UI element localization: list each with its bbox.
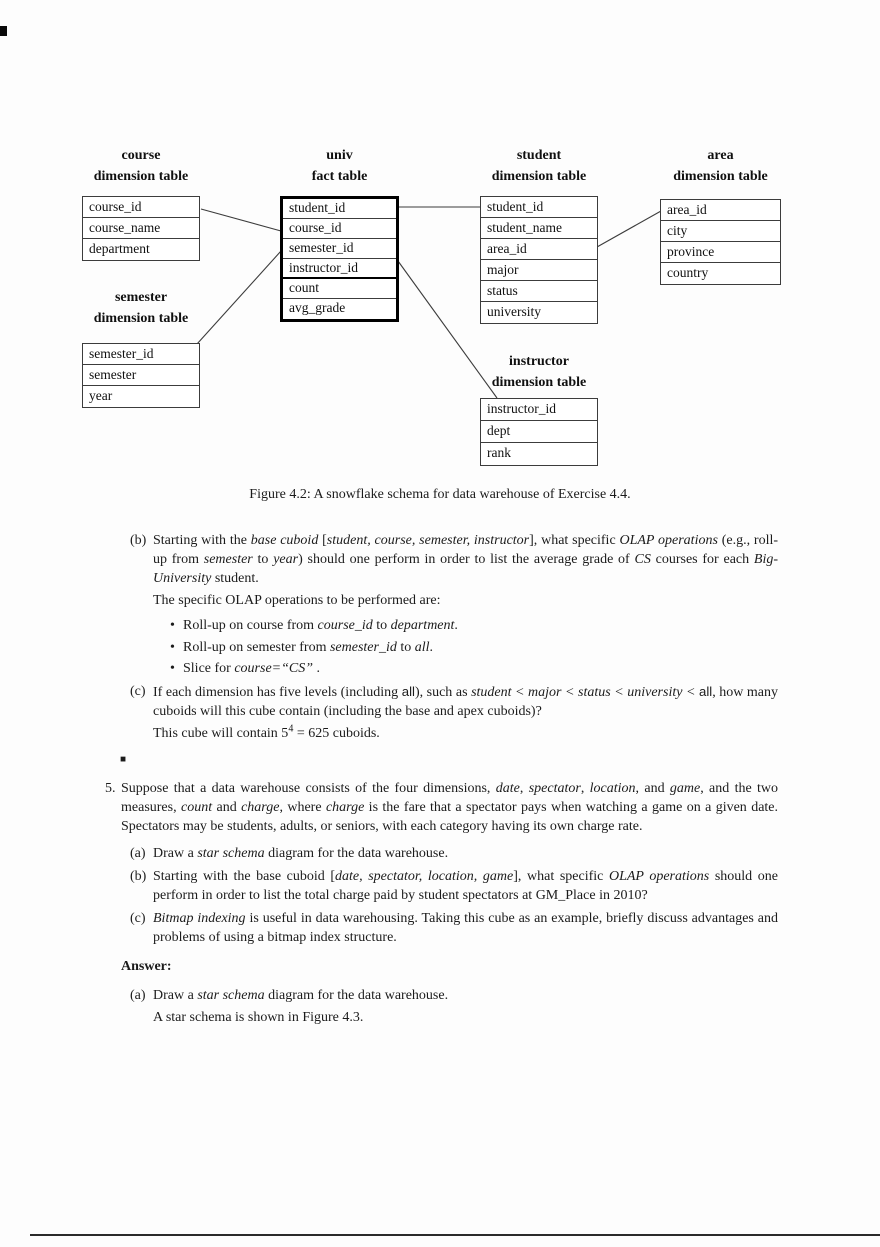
list-item-text: Roll-up on semester from semester_id to all. xyxy=(183,639,434,655)
table-row: dept xyxy=(481,421,597,443)
footer-rule xyxy=(30,1234,880,1236)
table-row: student_id xyxy=(481,197,597,218)
item-label: (b) xyxy=(130,533,147,548)
table-row: instructor_id xyxy=(481,399,597,421)
table-row: city xyxy=(661,221,780,242)
table-row: course_name xyxy=(83,218,199,239)
table-row: semester_id xyxy=(83,344,199,365)
table-row: course_id xyxy=(283,219,396,239)
table-row: instructor_id xyxy=(283,259,396,279)
table-row: avg_grade xyxy=(289,300,346,315)
item-b xyxy=(130,531,779,588)
table-row: country xyxy=(667,265,709,280)
table-row: area_id xyxy=(661,200,780,221)
item-text: Bitmap indexing is useful in data warehousing. Taking this cube as an example, briefly discuss advantages and problems of using a bitmap index structure. xyxy=(153,911,778,945)
item-text: Starting with the base cuboid [student, course, semester, instructor], what specific OLAP operations (e.g., roll-up from semester to year) should one perform in order to list the average grade of CS courses for each Big-University student. xyxy=(153,533,779,586)
student-dimension-table xyxy=(480,196,598,324)
table-title-line: course xyxy=(121,148,161,163)
area-table-title xyxy=(660,145,781,187)
semester-table-title xyxy=(82,287,200,329)
table-title-line: fact table xyxy=(311,169,368,184)
exercise-5a xyxy=(130,844,778,863)
table-row: rank xyxy=(487,445,511,460)
olap-operations-list xyxy=(0,616,880,678)
list-item xyxy=(170,659,778,678)
table-title-line: instructor xyxy=(509,354,569,369)
item-c xyxy=(130,682,778,721)
table-row: count xyxy=(283,279,396,299)
item-label: (a) xyxy=(130,988,146,1003)
table-title-line: univ xyxy=(326,148,353,163)
table-row: semester_id xyxy=(283,239,396,259)
course-table-title xyxy=(82,145,200,187)
instructor-dimension-table xyxy=(480,398,598,466)
answer-5a-text: A star schema is shown in Figure 4.3. xyxy=(153,1010,364,1025)
bullet-icon: • xyxy=(170,639,175,655)
item-text: Draw a star schema diagram for the data warehouse. xyxy=(153,846,449,861)
bullet-icon: • xyxy=(170,618,175,633)
table-row: province xyxy=(661,242,780,263)
exercise-5c xyxy=(130,909,778,947)
instructor-table-title xyxy=(474,351,604,393)
item-text: Starting with the base cuboid [date, spectator, location, game], what specific OLAP operations should one perform in order to list the total charge paid by student spectators at GM_Place in 2010? xyxy=(153,869,778,903)
item-text: Draw a star schema diagram for the data warehouse. xyxy=(153,988,449,1003)
table-title-line: dimension table xyxy=(491,169,587,184)
semester-dimension-table xyxy=(82,343,200,408)
univ-fact-table xyxy=(280,196,399,322)
table-title-line: dimension table xyxy=(673,169,768,184)
text-content xyxy=(0,531,880,1027)
table-row: semester xyxy=(83,365,199,386)
qed-marker: ■ xyxy=(120,754,127,765)
bullet-icon: • xyxy=(170,661,175,676)
table-title-line: dimension table xyxy=(491,375,587,390)
course-dimension-table xyxy=(82,196,200,261)
exercise-5 xyxy=(105,779,779,836)
table-title-line: dimension table xyxy=(93,169,189,184)
item-label: (b) xyxy=(130,869,147,884)
table-row: major xyxy=(481,260,597,281)
table-title-line: area xyxy=(707,148,734,163)
table-row: student_name xyxy=(481,218,597,239)
table-title-line: semester xyxy=(114,290,168,305)
answer-5a xyxy=(130,986,778,1005)
table-title-line: student xyxy=(516,148,562,163)
item-label: (c) xyxy=(130,911,146,926)
answer-heading: Answer: xyxy=(121,959,172,974)
item-label: 5. xyxy=(105,781,116,796)
list-item-text: Roll-up on course from course_id to department. xyxy=(183,618,458,633)
table-row: status xyxy=(481,281,597,302)
figure-caption: Figure 4.2: A snowflake schema for data warehouse of Exercise 4.4. xyxy=(249,487,631,502)
table-row: year xyxy=(89,388,113,403)
item-text: If each dimension has five levels (including all), such as student < major < status < university < all, how many cuboids will this cube contain (including the base and apex cuboids)? xyxy=(153,684,778,719)
fact-table-title xyxy=(280,145,399,187)
list-item xyxy=(170,638,778,657)
table-title-line: dimension table xyxy=(93,311,189,326)
item-label: (a) xyxy=(130,846,146,861)
list-item xyxy=(170,616,778,635)
item-label: (c) xyxy=(130,684,146,699)
table-row: student_id xyxy=(283,199,396,219)
item-text: Suppose that a data warehouse consists of the four dimensions, date, spectator, location, and game, and the two measures, count and charge, where charge is the fare that a spectator pays when watching a game on a given date. Spectators may be students, adults, or seniors, with each category having its own charge rate. xyxy=(121,781,779,834)
table-row: university xyxy=(487,304,541,319)
table-row: area_id xyxy=(481,239,597,260)
table-row: course_id xyxy=(83,197,199,218)
list-item-text: Slice for course=“CS” . xyxy=(183,661,321,676)
student-table-title xyxy=(480,145,598,187)
exercise-5b xyxy=(130,867,778,905)
ops-intro: The specific OLAP operations to be performed are: xyxy=(153,593,441,608)
table-row: department xyxy=(89,241,150,256)
item-c-answer: This cube will contain $5^4 = 625$ cuboids. xyxy=(153,723,380,741)
area-dimension-table xyxy=(660,199,781,285)
